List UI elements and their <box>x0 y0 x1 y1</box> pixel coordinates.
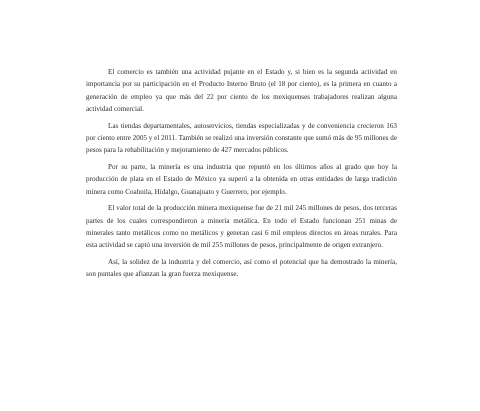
document-page <box>86 66 397 285</box>
paragraph-commerce: El comercio es también una actividad pujante en el Estado y, si bien es la segunda actividad en importancia por su participación en el Producto Interno Bruto (el 18 por ciento), es la primera en cuanto a generación de empleo ya que más del 22 por ciento de los mexiquenses trabajadores realizan alguna actividad comercial. <box>86 68 397 113</box>
paragraph-mining-value: El valor total de la producción minera mexiquense fue de 21 mil 245 millones de pesos, dos terceras partes de los cuales correspondieron a minería metálica. En todo el Estado funcionan 251 minas de minerales tanto metálicos como no metálicos y generan casi 6 mil empleos directos en áreas rurales. Para esta actividad se captó una inversión de mil 255 millones de pesos, principalmente de origen extranjero. <box>86 204 397 250</box>
paragraph-stores: Las tiendas departamentales, autoservicios, tiendas especializadas y de conveniencia crecieron 163 por ciento entre 2005 y el 2011. También se realizó una inversión constante que sumó más de 95 millones de pesos para la rehabilitación y mejoramiento de 427 mercados públicos. <box>86 121 397 155</box>
paragraph-conclusion: Así, la solidez de la industria y del comercio, así como el potencial que ha demostrado la minería, son puntales que afianzan la gran fuerza mexiquense. <box>86 258 397 279</box>
paragraph-mining: Por su parte, la minería es una industria que repuntó en los últimos años al grado que hoy la producción de plata en el Estado de México ya superó a la obtenida en otras entidades de larga tradición minera como Coahuila, Hidalgo, Guanajuato y Guerrero, por ejemplo. <box>86 163 397 196</box>
